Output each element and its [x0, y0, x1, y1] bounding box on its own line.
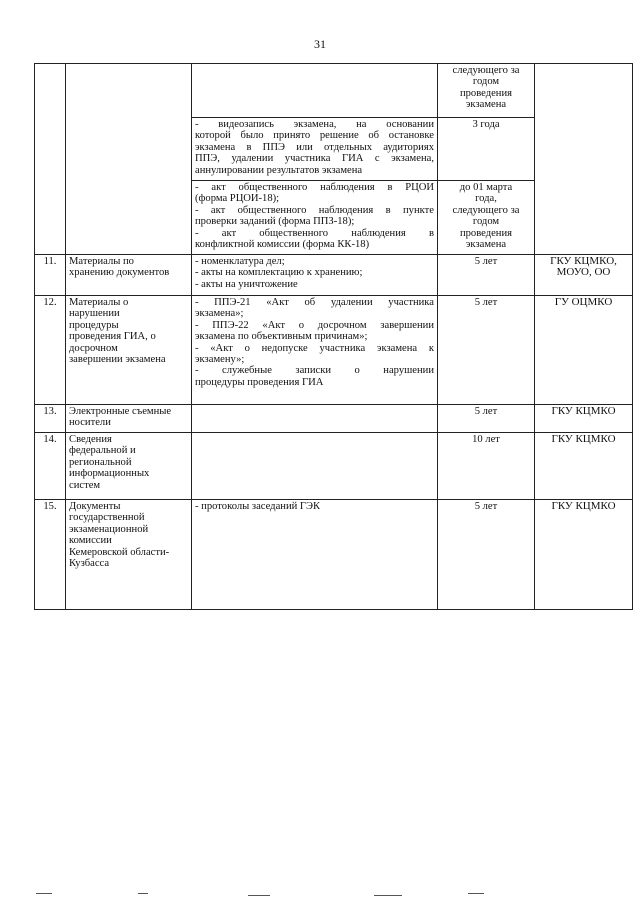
row-docs: [192, 255, 438, 296]
name-line: информационных: [69, 468, 150, 480]
name-line: федеральной и: [69, 445, 136, 457]
row-number: 14.: [35, 433, 66, 500]
row-number: 12.: [35, 296, 66, 405]
row-term: [438, 255, 535, 296]
table-row: [35, 433, 633, 500]
table-row: [35, 500, 633, 610]
row-responsible: [535, 296, 633, 405]
name-line: досрочном: [69, 342, 118, 354]
scan-artifact: [374, 895, 402, 896]
continuation-docs-cell: [192, 64, 438, 118]
docs-line: (форма РЦОИ-18);: [195, 193, 280, 205]
name-line: региональной: [69, 456, 132, 468]
term-line: следующего за: [452, 65, 520, 76]
row-number: 11.: [35, 255, 66, 296]
row-docs: [192, 296, 438, 405]
docs-line: конфликтной комиссии (форма КК-18): [195, 239, 370, 251]
name-line: Документы: [69, 501, 121, 512]
resp-line: ГУ ОЦМКО: [554, 296, 613, 308]
row-term: [438, 405, 535, 433]
docs-line: - служебные записки о нарушении: [195, 365, 434, 377]
records-table: [34, 63, 633, 610]
name-line: экзаменационной: [69, 523, 149, 535]
docs-line: - ППЭ-22 «Акт о досрочном завершении: [195, 319, 434, 331]
name-line: Сведения: [69, 434, 112, 445]
docs-line: экзамену»;: [195, 354, 245, 366]
docs-line: ППЭ, удалении участника ГИА с экзамена,: [195, 153, 434, 165]
name-line: Кузбасса: [69, 558, 110, 570]
name-line: государственной: [69, 512, 145, 524]
row-name: [66, 405, 192, 433]
name-line: Материалы по: [69, 256, 134, 267]
term-line: 5 лет: [474, 501, 498, 512]
docs-line: экзамена в ППЭ или отдельных аудиториях: [195, 141, 434, 153]
row-term: [438, 296, 535, 405]
row-docs: [192, 433, 438, 500]
docs-cell: [192, 118, 438, 181]
name-line: хранению документов: [69, 267, 170, 279]
name-line: комиссии: [69, 535, 112, 547]
term-line: до 01 марта: [459, 182, 513, 193]
resp-line: ГКУ КЦМКО: [551, 500, 616, 512]
docs-line: аннулировании результатов экзамена: [195, 164, 363, 176]
docs-line: - «Акт о недопуске участника экзамена к: [195, 342, 434, 354]
docs-line: процедуры проведения ГИА: [195, 376, 324, 388]
name-line: систем: [69, 479, 101, 491]
term-line: годом: [472, 76, 500, 88]
term-line: проведения: [459, 227, 513, 239]
name-line: нарушении: [69, 308, 120, 320]
term-line: 5 лет: [474, 406, 498, 417]
term-cell: [438, 181, 535, 255]
row-term: [438, 433, 535, 500]
resp-line: МОУО, ОО: [556, 266, 611, 279]
term-line: экзамена: [465, 99, 507, 111]
term-line: следующего за: [452, 204, 520, 216]
docs-line: - акт общественного наблюдения в РЦОИ: [195, 182, 434, 193]
docs-line: - протоколы заседаний ГЭК: [195, 501, 321, 512]
name-line: процедуры: [69, 319, 119, 331]
term-line: проведения: [459, 87, 513, 99]
row-name: [66, 296, 192, 405]
docs-line: - акты на комплектацию к хранению;: [195, 267, 363, 279]
docs-line: которой было принято решение об остановке: [195, 130, 434, 142]
name-line: Электронные съемные: [69, 406, 172, 417]
docs-line: экзамена»;: [195, 308, 244, 320]
scan-artifact: [138, 893, 148, 894]
docs-line: - акт общественного наблюдения в: [195, 227, 434, 239]
term-cell: [438, 118, 535, 181]
table-row: [35, 405, 633, 433]
page-number: 31: [314, 37, 326, 51]
name-line: Кемеровской области-: [69, 546, 170, 558]
continuation-row: [35, 64, 633, 118]
docs-line: экзамена по объективным причинам»;: [195, 331, 368, 343]
name-line: завершении экзамена: [69, 354, 166, 366]
continuation-resp-cell: [535, 64, 633, 255]
table-row: [35, 255, 633, 296]
continuation-num-cell: [35, 64, 66, 255]
resp-line: ГКУ КЦМКО: [551, 433, 616, 445]
term-line: 10 лет: [472, 434, 500, 445]
term-line: 5 лет: [474, 256, 498, 267]
resp-line: ГКУ КЦМКО: [551, 405, 616, 417]
term-line: 3 года: [472, 119, 500, 130]
docs-line: проверки заданий (форма ППЗ-18);: [195, 216, 355, 228]
docs-line: - ППЭ-21 «Акт об удалении участника: [195, 297, 434, 308]
row-docs: [192, 405, 438, 433]
row-name: [66, 433, 192, 500]
row-term: [438, 500, 535, 610]
row-number: 13.: [35, 405, 66, 433]
row-number: 15.: [35, 500, 66, 610]
row-name: [66, 500, 192, 610]
row-responsible: [535, 433, 633, 500]
table-row: [35, 296, 633, 405]
continuation-name-cell: [66, 64, 192, 255]
continuation-term-cell: [438, 64, 535, 118]
row-docs: [192, 500, 438, 610]
term-line: 5 лет: [474, 297, 498, 308]
row-name: [66, 255, 192, 296]
docs-line: - акты на уничтожение: [195, 278, 298, 290]
docs-line: - акт общественного наблюдения в пункте: [195, 204, 434, 216]
name-line: носители: [69, 417, 111, 429]
scan-artifact: [36, 893, 52, 894]
term-line: года,: [475, 193, 497, 205]
term-line: годом: [472, 216, 500, 228]
docs-line: - видеозапись экзамена, на основании: [195, 119, 434, 130]
row-responsible: [535, 405, 633, 433]
resp-line: ГКУ КЦМКО,: [550, 255, 617, 267]
row-responsible: [535, 500, 633, 610]
name-line: Материалы о: [69, 297, 129, 308]
scan-artifact: [248, 895, 270, 896]
term-line: экзамена: [465, 239, 507, 251]
name-line: проведения ГИА, о: [69, 331, 156, 343]
row-responsible: [535, 255, 633, 296]
docs-cell: [192, 181, 438, 255]
scan-artifact: [468, 893, 484, 894]
docs-line: - номенклатура дел;: [195, 256, 285, 267]
